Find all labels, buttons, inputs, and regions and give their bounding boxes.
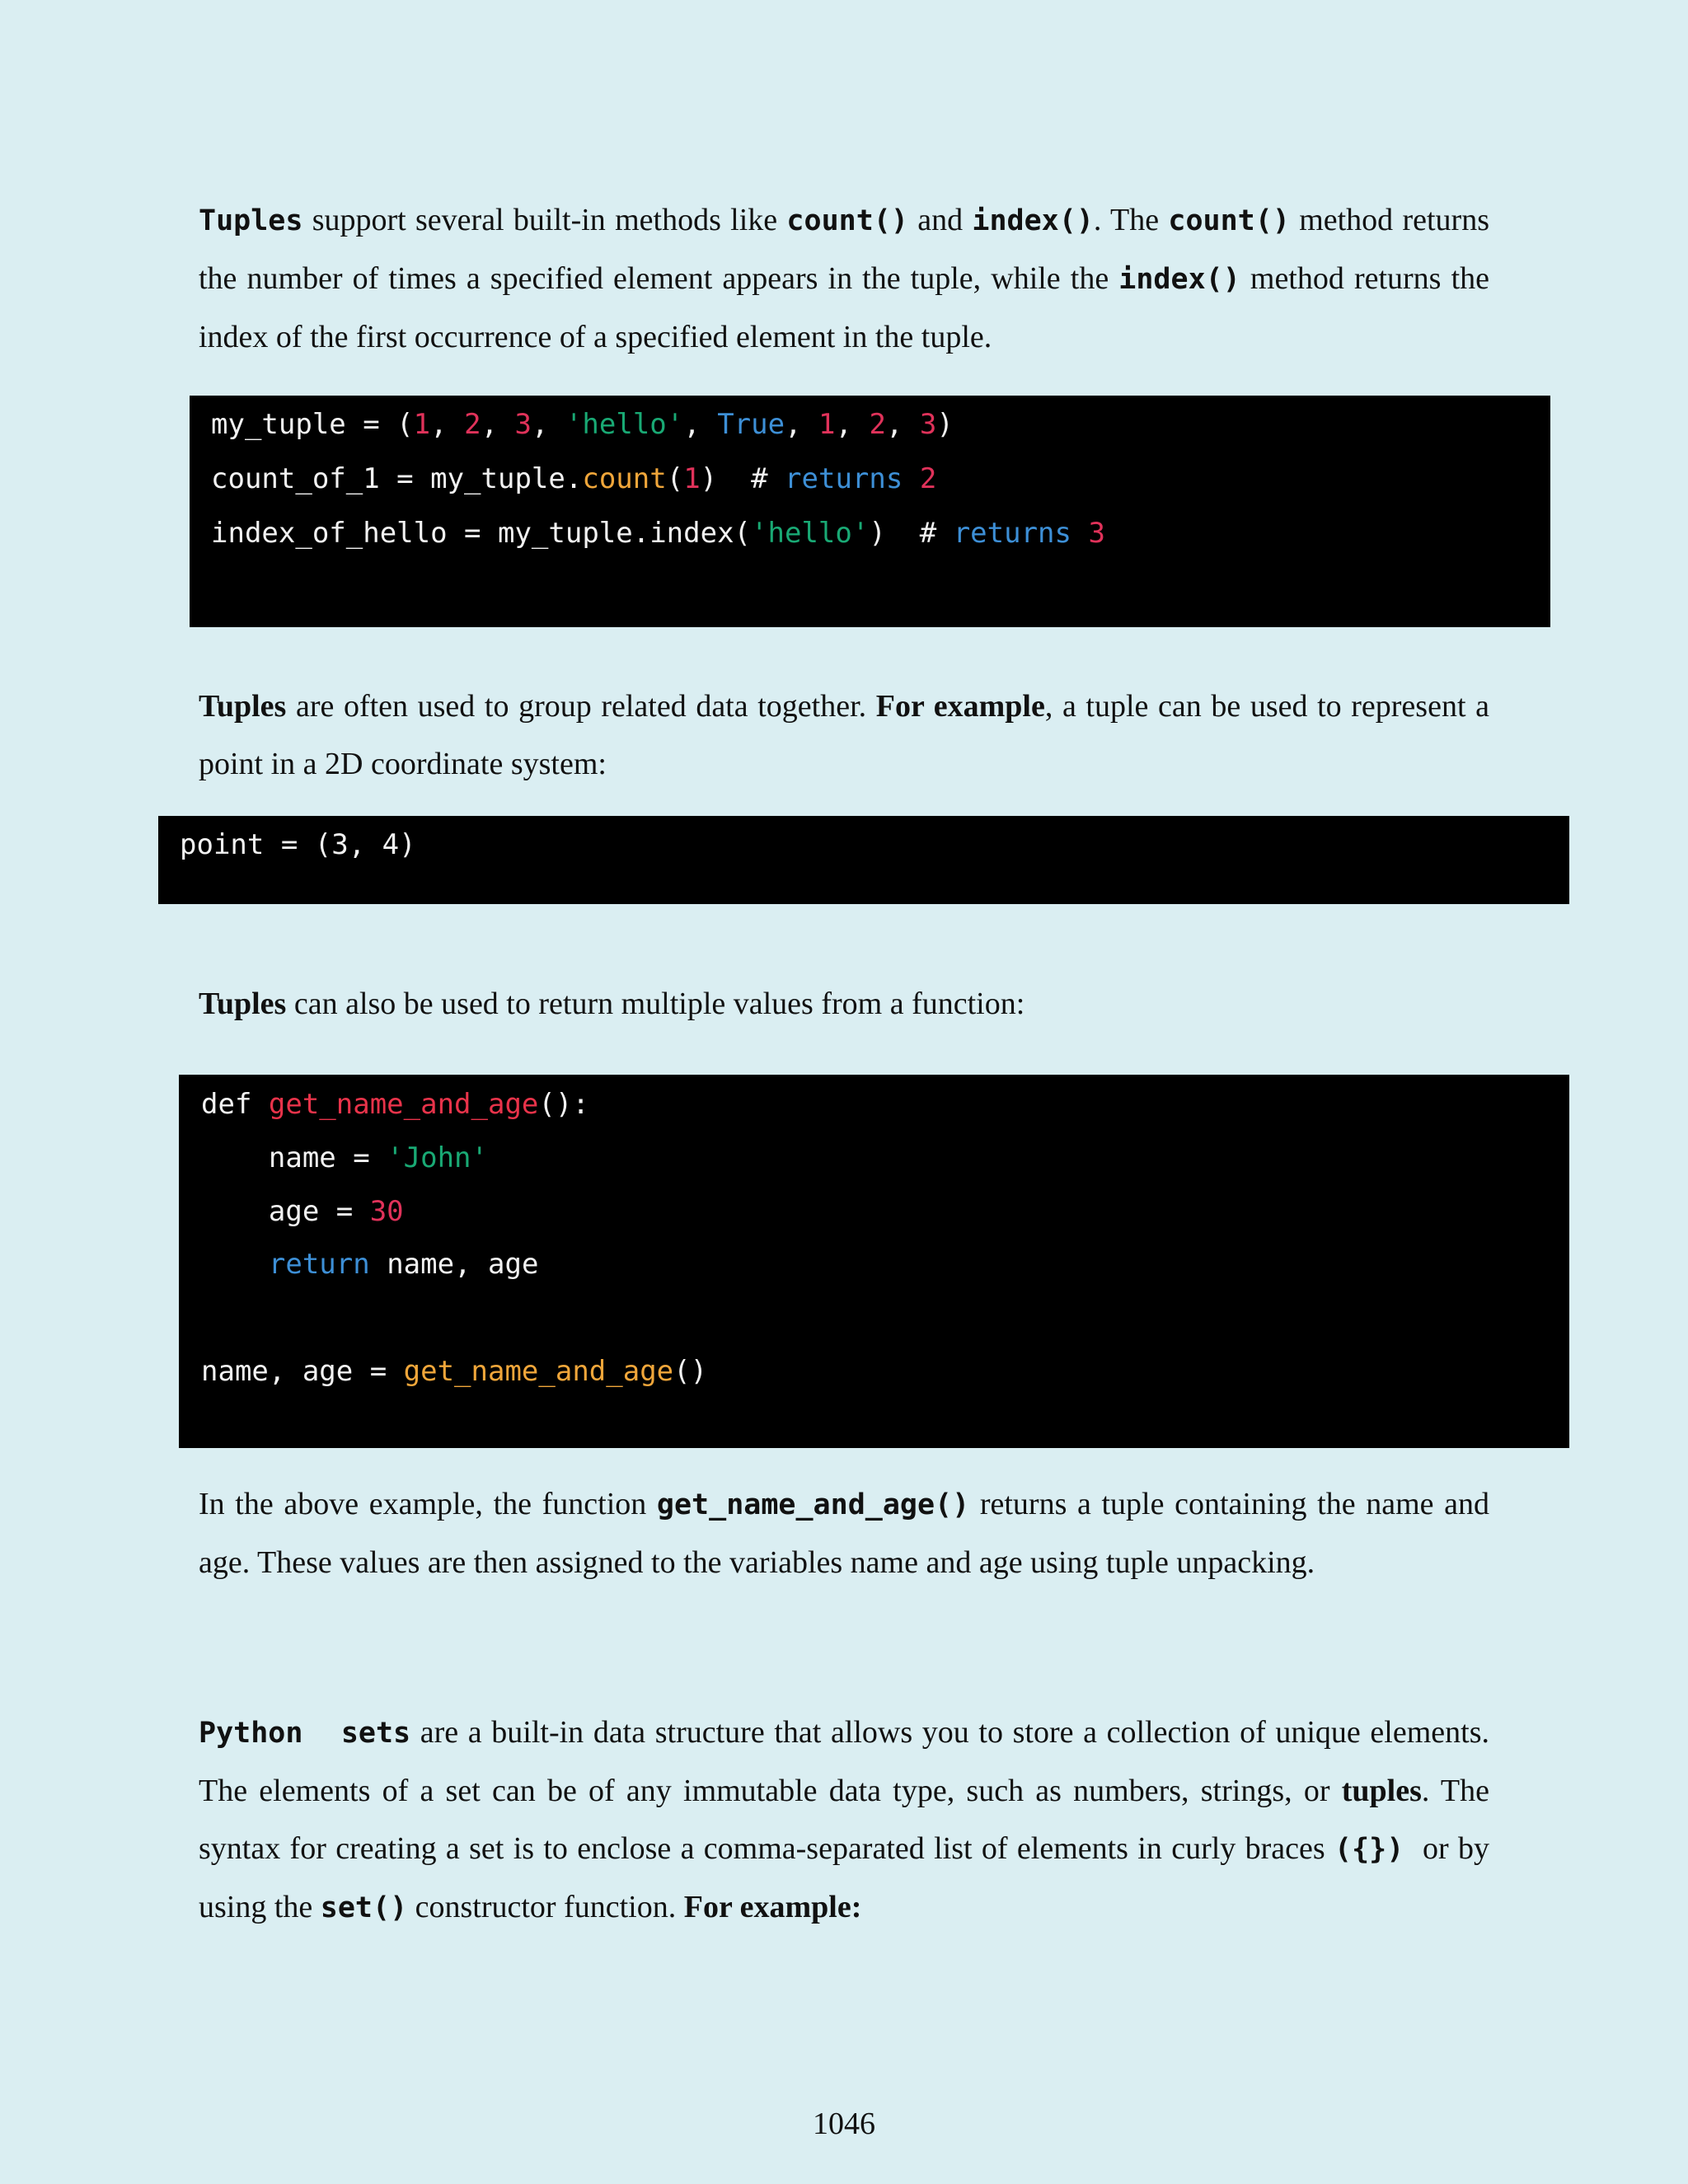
text: constructor function. xyxy=(407,1890,684,1924)
paragraph-example-explanation xyxy=(199,1475,1489,1591)
text: can also be used to return multiple values from a function: xyxy=(286,987,1025,1021)
paragraph-python-sets xyxy=(199,1704,1498,1937)
code-term: set() xyxy=(320,1891,408,1924)
code-term: count() xyxy=(1168,204,1290,237)
bold-term: For example: xyxy=(683,1890,862,1924)
text: returns a tuple containing the name and age. These values are then assigned to the variables name and age using tuple unpacking. xyxy=(199,1487,1489,1580)
code-block-tuple-methods xyxy=(190,396,1550,627)
code-line: return name, age xyxy=(268,1248,539,1281)
code-line: index_of_hello = my_tuple.index('hello') # returns 3 xyxy=(211,517,1105,550)
code-line: point = (3, 4) xyxy=(180,828,416,861)
text: and xyxy=(907,203,973,237)
text: method returns the index of the first occurrence of a specified element in the tuple. xyxy=(199,261,1489,354)
text: . The xyxy=(1093,203,1169,237)
text: . The syntax for creating a set is to enclose a comma-separated list of elements in curly braces xyxy=(199,1774,1489,1866)
code-line: age = 30 xyxy=(201,1195,404,1228)
bold-term: Tuples xyxy=(199,987,287,1021)
code-line: def get_name_and_age(): xyxy=(201,1088,589,1121)
paragraph-tuple-methods xyxy=(199,191,1489,366)
code-term: index() xyxy=(972,204,1094,237)
code-term: index() xyxy=(1118,263,1240,296)
code-term: count() xyxy=(786,204,908,237)
text: or by using the xyxy=(199,1831,1498,1924)
code-block-function xyxy=(179,1075,1569,1448)
paragraph-tuple-grouping xyxy=(199,677,1489,793)
page-number: 1046 xyxy=(813,2107,875,2141)
code-block-point xyxy=(158,816,1569,904)
text: , a tuple can be used to represent a point in a 2D coordinate system: xyxy=(199,689,1489,781)
bold-term: For example xyxy=(875,689,1045,724)
paragraph-tuple-return xyxy=(199,975,1489,1033)
code-term: Python sets xyxy=(199,1717,411,1750)
text: are a built-in data structure that allows you to store a collection of unique elements. The elements of a set can be of any immutable data type, such as numbers, strings, or xyxy=(199,1715,1489,1808)
text: In the above example, the function xyxy=(199,1487,657,1521)
code-line: count_of_1 = my_tuple.count(1) # returns 2 xyxy=(211,462,937,495)
code-line: name = 'John' xyxy=(201,1141,488,1174)
bold-term: tuples xyxy=(1341,1774,1422,1808)
code-term: ({}) xyxy=(1334,1833,1404,1866)
text: are often used to group related data together. xyxy=(286,689,876,724)
bold-term: Tuples xyxy=(199,689,287,724)
code-line: my_tuple = (1, 2, 3, 'hello', True, 1, 2, 3) xyxy=(211,408,954,441)
text: support several built-in methods like xyxy=(302,203,787,237)
code-term: Tuples xyxy=(199,204,303,237)
code-line: name, age = get_name_and_age() xyxy=(201,1355,708,1388)
code-term: get_name_and_age() xyxy=(656,1488,970,1521)
text: method returns the number of times a specified element appears in the tuple, while the xyxy=(199,203,1489,296)
